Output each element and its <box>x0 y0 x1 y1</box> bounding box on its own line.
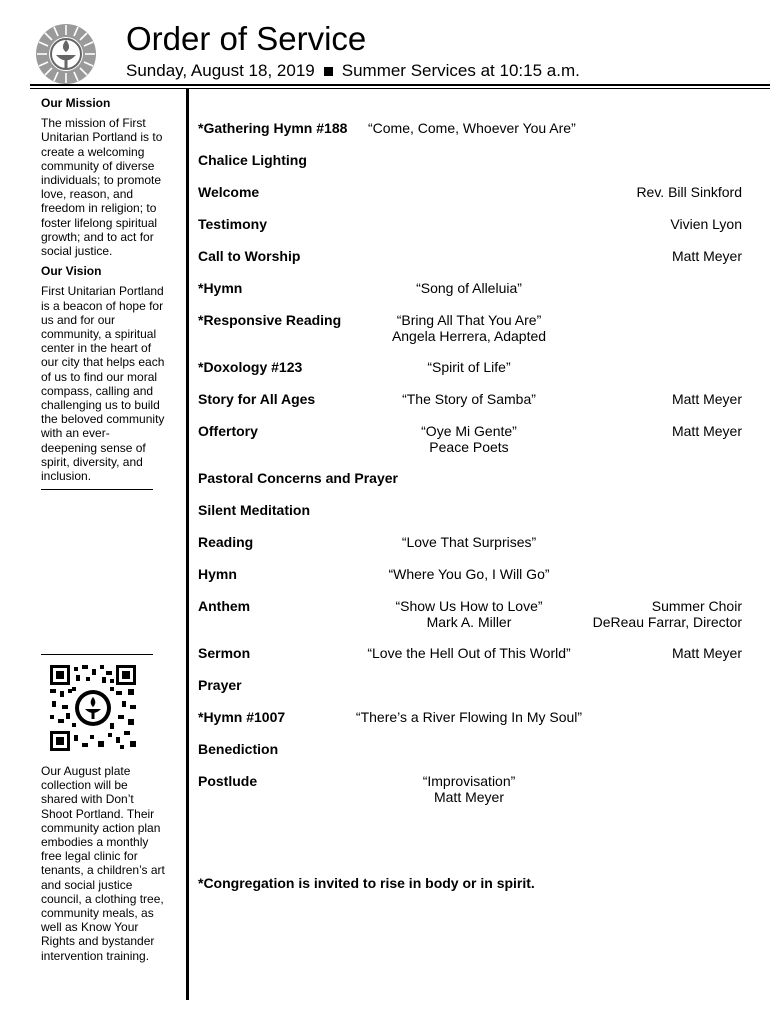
service-time: Summer Services at 10:15 a.m. <box>341 61 580 80</box>
item-leader <box>672 645 742 661</box>
desc-line: “Spirit of Life” <box>427 359 511 375</box>
desc-line: “Improvisation” <box>422 773 516 789</box>
item-name: Pastoral Concerns and Prayer <box>198 470 398 486</box>
item-name: Chalice Lighting <box>198 152 307 168</box>
desc-line: Angela Herrera, Adapted <box>391 328 547 344</box>
mission-heading: Our Mission <box>41 96 111 110</box>
item-description <box>328 280 610 296</box>
leader-line: Rev. Bill Sinkford <box>636 184 742 200</box>
item-name: *Hymn <box>198 280 243 296</box>
page-title: Order of Service <box>126 20 367 57</box>
item-name: Story for All Ages <box>198 391 316 407</box>
desc-line: “Song of Alleluia” <box>416 280 522 296</box>
item-description <box>328 534 610 550</box>
item-description <box>328 391 610 407</box>
service-date: Sunday, August 18, 2019 <box>126 61 315 80</box>
leader-line: DeReau Farrar, Director <box>592 614 742 630</box>
item-leader <box>593 598 742 630</box>
order-of-service <box>198 0 742 1024</box>
item-name: Benediction <box>198 741 279 757</box>
item-description <box>338 709 600 725</box>
item-description <box>368 120 668 136</box>
desc-line: Matt Meyer <box>433 789 504 805</box>
leader-line: Matt Meyer <box>671 423 742 439</box>
desc-line: “Oye Mi Gente” <box>421 423 517 439</box>
item-name: Call to Worship <box>198 248 301 264</box>
item-description <box>328 773 610 805</box>
leader-line: Matt Meyer <box>671 248 742 264</box>
sidebar <box>41 96 165 490</box>
desc-line: “Love That Surprises” <box>401 534 537 550</box>
sidebar-divider <box>41 489 153 490</box>
item-name: Testimony <box>198 216 267 232</box>
leader-line: Vivien Lyon <box>670 216 742 232</box>
item-name: Hymn <box>198 566 237 582</box>
desc-line: “The Story of Samba” <box>402 391 536 407</box>
item-name: *Responsive Reading <box>198 312 342 328</box>
desc-line: “There’s a River Flowing In My Soul” <box>355 709 583 725</box>
chalice-logo-icon <box>34 22 98 86</box>
item-name: Offertory <box>198 423 258 439</box>
item-description <box>328 423 610 455</box>
item-description <box>328 645 610 661</box>
item-name: Postlude <box>198 773 258 789</box>
item-leader <box>636 184 742 200</box>
vision-text: First Unitarian Portland is a beacon of hope for us and for our community, a spiritual center in the heart of our city that helps each of us to find our moral compass, calling and challenging us to build the beloved community with an ever-deepening sense of spirit, diversity, and inclusion. <box>41 284 165 484</box>
item-name: Welcome <box>198 184 260 200</box>
leader-line: Matt Meyer <box>671 391 742 407</box>
item-description <box>328 359 610 375</box>
item-name: Anthem <box>198 598 251 614</box>
plate-collection-text: Our August plate collection will be shared with Don’t Shoot Portland. Their community action plan embodies a monthly free legal clinic for tenants, a children’s art and social justice council, a clothing tree, community meals, as well as Know Your Rights and bystander intervention training. <box>41 764 165 963</box>
desc-line: “Bring All That You Are” <box>396 312 542 328</box>
column-divider <box>186 89 189 1000</box>
desc-line: “Come, Come, Whoever You Are” <box>368 120 576 136</box>
item-leader <box>670 216 742 232</box>
desc-line: Peace Poets <box>429 439 509 455</box>
item-name: *Gathering Hymn #188 <box>198 120 348 136</box>
item-description <box>328 566 610 582</box>
item-name: *Doxology #123 <box>198 359 303 375</box>
item-description <box>328 312 610 344</box>
desc-line: Mark A. Miller <box>426 614 512 630</box>
item-leader <box>672 391 742 407</box>
item-leader <box>672 423 742 439</box>
mission-text: The mission of First Unitarian Portland is to create a welcoming community of diverse individuals; to promote love, reason, and freedom in religion; to foster lifelong spiritual growth; and to act for social justice. <box>41 116 163 259</box>
item-name: *Hymn #1007 <box>198 709 286 725</box>
desc-line: “Show Us How to Love” <box>395 598 543 614</box>
item-leader <box>672 248 742 264</box>
sidebar-divider <box>41 654 153 655</box>
item-name: Reading <box>198 534 254 550</box>
congregation-footnote: *Congregation is invited to rise in body or in spirit. <box>198 875 535 891</box>
vision-heading: Our Vision <box>41 264 102 279</box>
desc-line: “Where You Go, I Will Go” <box>388 566 550 582</box>
qr-code-icon[interactable] <box>50 665 136 751</box>
item-name: Silent Meditation <box>198 502 310 518</box>
desc-line: “Love the Hell Out of This World” <box>367 645 571 661</box>
item-description <box>328 598 610 630</box>
leader-line: Summer Choir <box>651 598 742 614</box>
item-name: Sermon <box>198 645 251 661</box>
item-name: Prayer <box>198 677 242 693</box>
leader-line: Matt Meyer <box>671 645 742 661</box>
